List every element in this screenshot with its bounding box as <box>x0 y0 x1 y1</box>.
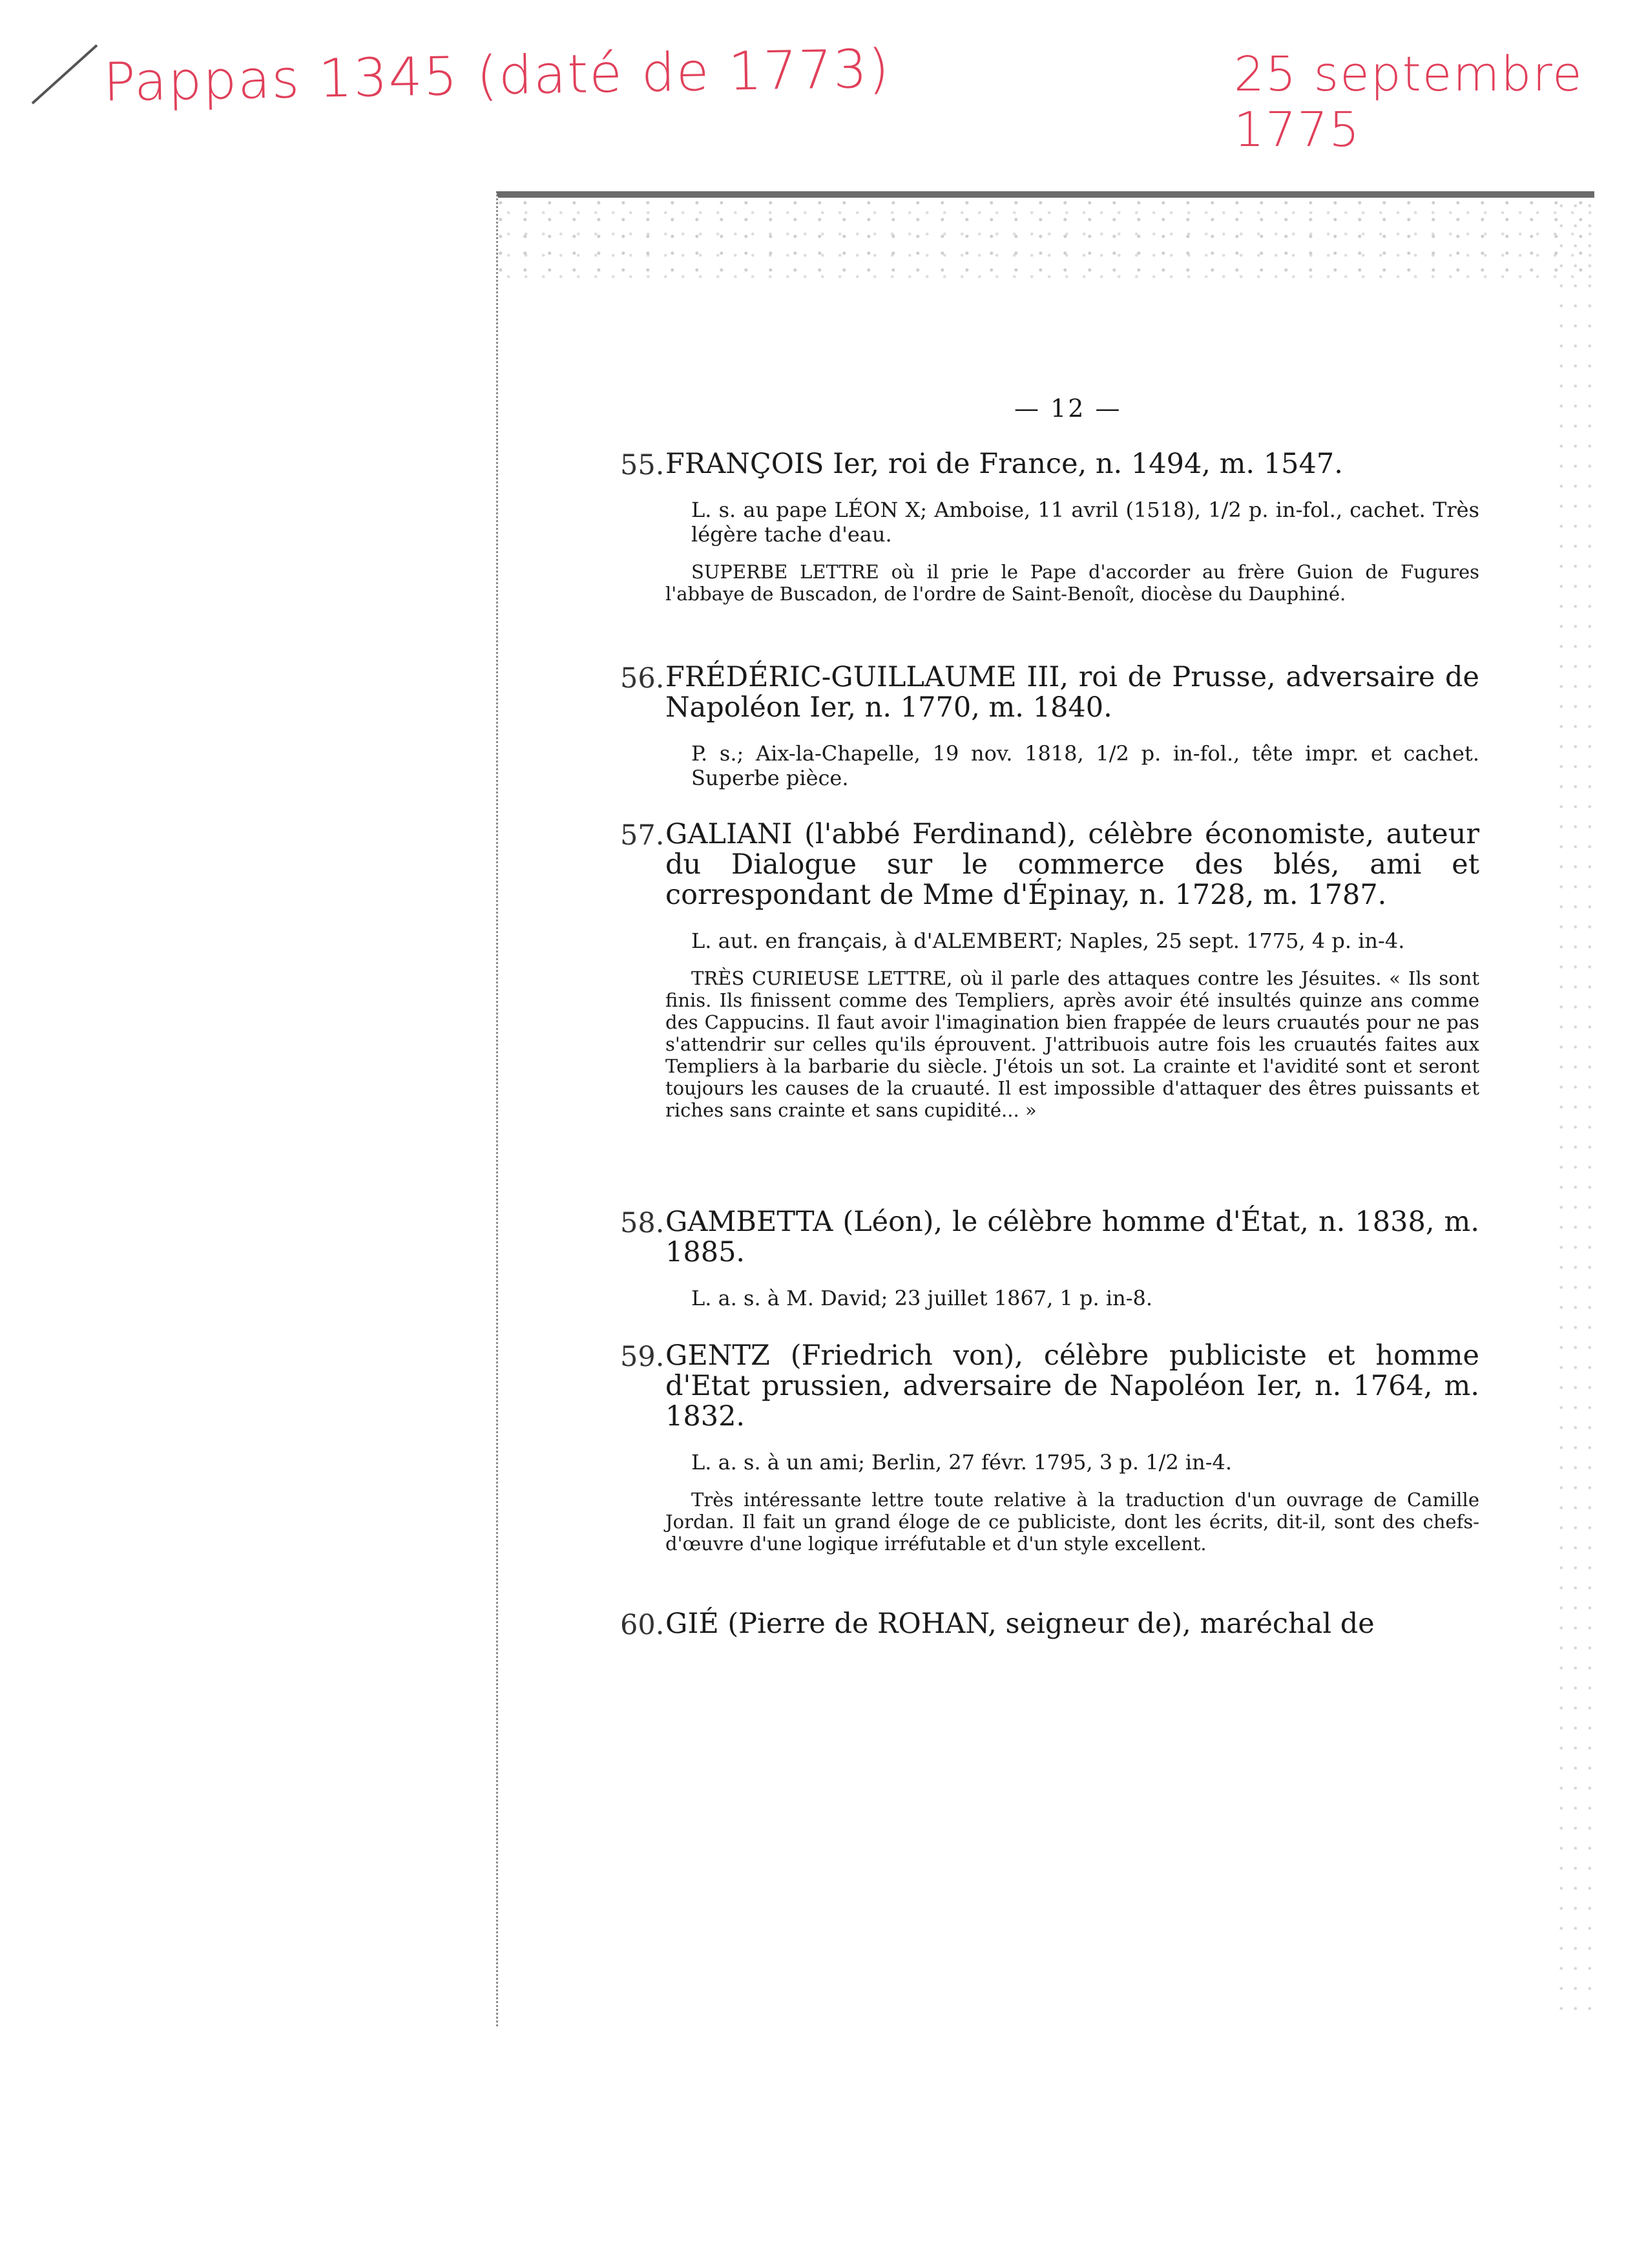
entry-detail: L. a. s. à un ami; Berlin, 27 févr. 1795, 3 p. 1/2 in-4. <box>691 1450 1233 1475</box>
entry-number: 56. <box>620 662 665 695</box>
scan-edge-noise <box>1556 198 1594 2026</box>
entry-number: 57. <box>620 819 665 852</box>
pen-slash-mark <box>26 39 103 110</box>
catalog-entry-60 <box>620 1608 1479 1641</box>
entry-number: 59. <box>620 1341 665 1373</box>
catalog-entry-55 <box>620 448 1479 605</box>
entry-number: 55. <box>620 449 665 481</box>
handwritten-annotation-left: Pappas 1345 (daté de 1773) <box>103 38 891 114</box>
entry-number: 58. <box>620 1207 665 1239</box>
entry-note: SUPERBE LETTRE où il prie le Pape d'accorder au frère Guion de Fugures l'abbaye de Buscadon, de l'ordre de Saint-Benoît, diocèse du Dauphiné. <box>665 561 1479 605</box>
catalog-entry-57 <box>620 818 1479 1121</box>
entry-detail: P. s.; Aix-la-Chapelle, 19 nov. 1818, 1/2 p. in-fol., tête impr. et cachet. Superbe pièce. <box>691 741 1479 790</box>
handwritten-annotation-right: 25 septembre 1775 <box>1234 47 1583 158</box>
entry-title: FRÉDÉRIC-GUILLAUME III, roi de Prusse, adversaire de Napoléon Ier, n. 1770, m. 1840. <box>665 661 1479 724</box>
entry-number: 60. <box>620 1609 665 1641</box>
entry-detail: L. aut. en français, à d'ALEMBERT; Naples, 25 sept. 1775, 4 p. in-4. <box>691 929 1405 953</box>
catalog-entry-58 <box>620 1206 1479 1310</box>
entry-title: GALIANI (l'abbé Ferdinand), célèbre économiste, auteur du Dialogue sur le commerce des blés, ami et correspondant de Mme d'Épinay, n. 1728, m. 1787. <box>665 818 1479 911</box>
page-number: — 12 — <box>1014 394 1122 423</box>
entry-title: GENTZ (Friedrich von), célèbre publiciste et homme d'Etat prussien, adversaire de Napoléon Ier, n. 1764, m. 1832. <box>665 1339 1479 1433</box>
entry-title: GIÉ (Pierre de ROHAN, seigneur de), maréchal de <box>665 1608 1375 1640</box>
entry-note: Très intéressante lettre toute relative à la traduction d'un ouvrage de Camille Jordan. Il fait un grand éloge de ce publiciste, dont les écrits, dit-il, sont des chefs-d'œuvre d'une logique irréfutable et d'un style excellent. <box>665 1489 1479 1555</box>
entry-detail: L. s. au pape LÉON X; Amboise, 11 avril (1518), 1/2 p. in-fol., cachet. Très légère tache d'eau. <box>691 498 1479 547</box>
entry-note: TRÈS CURIEUSE LETTRE, où il parle des attaques contre les Jésuites. « Ils sont finis. Ils finissent comme des Templiers, après avoir été insultés quinze ans comme des Cappucins. Il faut avoir l'imagination bien frappée de leurs cruautés pour ne pas s'attendrir sur celles qu'ils éprouvent. J'attribuois autre fois les cruautés faites aux Templiers à la barbarie du siècle. J'étois un sot. La crainte et l'avidité sont et seront toujours les causes de la cruauté. Il est impossible d'attaquer des êtres puissants et riches sans crainte et sans cupidité... » <box>665 967 1479 1121</box>
entry-title: GAMBETTA (Léon), le célèbre homme d'État, n. 1838, m. 1885. <box>665 1206 1479 1268</box>
catalog-entry-59 <box>620 1339 1479 1555</box>
entry-title: FRANÇOIS Ier, roi de France, n. 1494, m. 1547. <box>665 448 1343 480</box>
catalog-entry-56 <box>620 661 1479 790</box>
entry-detail: L. a. s. à M. David; 23 juillet 1867, 1 p. in-8. <box>691 1286 1153 1310</box>
scan-noise <box>498 198 1594 282</box>
